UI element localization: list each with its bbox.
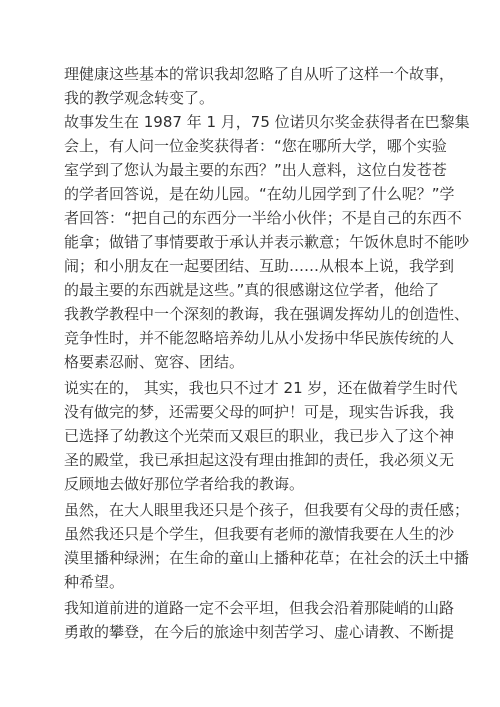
text-line: 没有做完的梦，还需要父母的呵护！可是，现实告诉我，我 — [64, 403, 455, 421]
text-line: 故事发生在 1987 年 1 月，75 位诺贝尔奖金获得者在巴黎集 — [64, 113, 470, 131]
text-line: 虽然，在大人眼里我还只是个孩子，但我要有父母的责任感； — [64, 501, 470, 519]
text-line: 种希望。 — [64, 573, 125, 591]
text-line: 我教学教程中一个深刻的教诲，我在强调发挥幼儿的创造性、 — [64, 305, 470, 323]
text-line: 圣的殿堂，我已承担起这没有理由推卸的责任，我必须义无 — [64, 451, 455, 469]
text-line: 已选择了幼教这个光荣而又艰巨的职业，我已步入了这个神 — [64, 427, 455, 445]
text-line: 闹；和小朋友在一起要团结、互助……从根本上说，我学到 — [64, 257, 455, 275]
text-line: 能拿；做错了事情要敢于承认并表示歉意；午饭休息时不能吵 — [64, 233, 470, 251]
text-line: 勇敢的攀登，在今后的旅途中刻苦学习、虚心请教、不断提 — [64, 623, 455, 641]
text-line: 虽然我还只是个学生，但我要有老师的激情我要在人生的沙 — [64, 525, 455, 543]
text-line: 的最主要的东西就是这些。”真的很感谢这位学者，他给了 — [64, 281, 440, 299]
text-line: 竞争性时，并不能忽略培养幼儿从小发扬中华民族传统的人 — [64, 329, 455, 347]
text-line: 我知道前进的道路一定不会平坦，但我会沿着那陡峭的山路 — [64, 599, 455, 617]
text-line: 的学者回答说，是在幼儿园。“在幼儿园学到了什么呢？”学 — [64, 185, 455, 203]
text-line: 理健康这些基本的常识我却忽略了自从听了这样一个故事， — [64, 65, 455, 83]
text-line: 反顾地去做好那位学者给我的教诲。 — [64, 475, 305, 493]
text-line: 会上，有人问一位金奖获得者：“您在哪所大学，哪个实验 — [64, 137, 447, 155]
text-line: 格要素忍耐、宽容、团结。 — [64, 353, 245, 371]
text-line: 者回答：“把自己的东西分一半给小伙伴；不是自己的东西不 — [64, 209, 462, 227]
text-line: 漠里播种绿洲；在生命的童山上播种花草；在社会的沃土中播 — [64, 549, 470, 567]
text-line: 说实在的， 其实，我也只不过才 21 岁，还在做着学生时代 — [64, 379, 458, 397]
text-line: 室学到了您认为最主要的东西？”出人意料，这位白发苍苍 — [64, 161, 447, 179]
text-line: 我的教学观念转变了。 — [64, 89, 215, 107]
